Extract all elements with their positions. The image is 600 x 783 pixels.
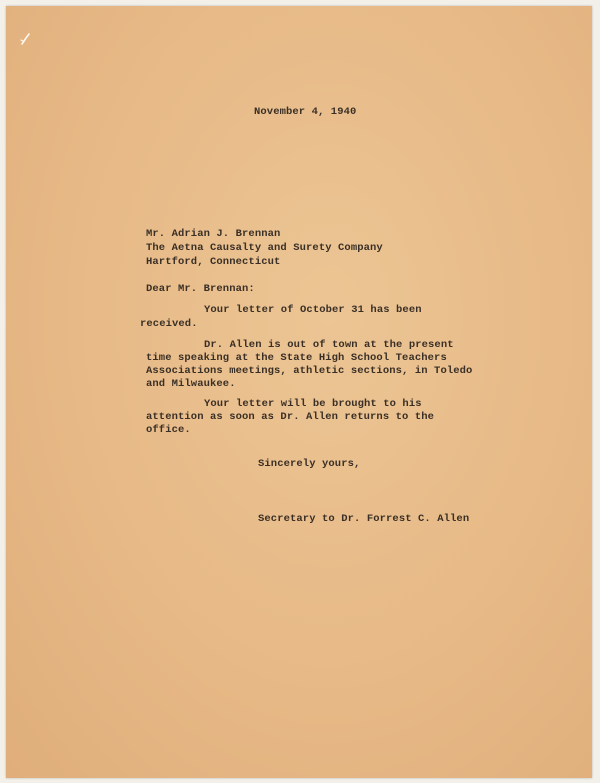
paragraph1-line1: Your letter of October 31 has been: [204, 304, 422, 316]
letter-page: [6, 6, 592, 778]
closing: Sincerely yours,: [258, 458, 361, 470]
paragraph3-line1: Your letter will be brought to his: [204, 398, 422, 410]
paragraph1-line2: received.: [140, 318, 198, 330]
salutation: Dear Mr. Brennan:: [146, 283, 255, 295]
paragraph2-line1: Dr. Allen is out of town at the present: [204, 339, 454, 351]
signature-line: Secretary to Dr. Forrest C. Allen: [258, 513, 470, 525]
letter-date: November 4, 1940: [254, 106, 357, 118]
recipient-name: Mr. Adrian J. Brennan: [146, 228, 281, 240]
recipient-city: Hartford, Connecticut: [146, 256, 281, 268]
paragraph3-line2: attention as soon as Dr. Allen returns to the: [146, 411, 435, 423]
recipient-company: The Aetna Causalty and Surety Company: [146, 242, 383, 254]
paragraph3-line3: office.: [146, 424, 191, 436]
pencil-mark-icon: [20, 32, 32, 46]
paragraph2-line2: time speaking at the State High School Teachers: [146, 352, 447, 364]
paragraph2-line4: and Milwaukee.: [146, 378, 236, 390]
paragraph2-line3: Associations meetings, athletic sections, in Toledo: [146, 365, 473, 377]
